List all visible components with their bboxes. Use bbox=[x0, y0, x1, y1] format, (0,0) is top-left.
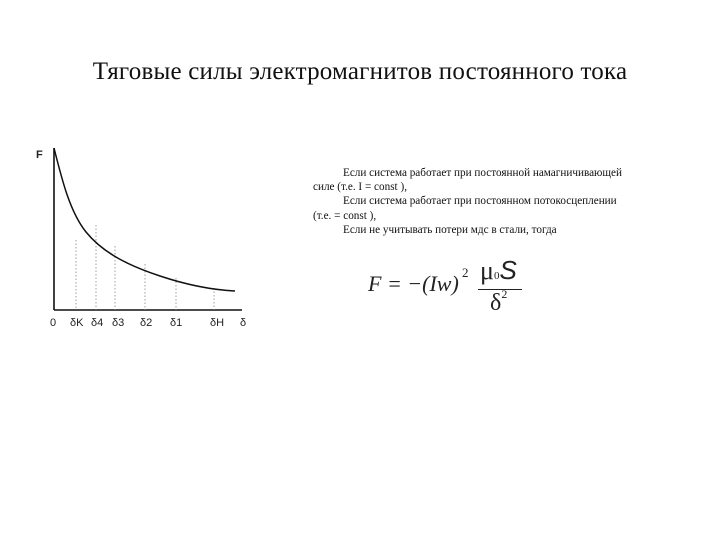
force-curve bbox=[54, 148, 235, 291]
numerator-symbol: μ bbox=[480, 256, 494, 285]
tick-label-k: δK bbox=[70, 317, 84, 329]
paragraph-constant-mmf: Если система работает при постоянной намагничивающей силе (т.е. I = const ), bbox=[313, 167, 622, 194]
formula-lhs: F = −(Iw) bbox=[368, 271, 459, 296]
paragraph-constant-flux: Если система работает при постоянном потокосцеплении (т.е. = const ), bbox=[313, 195, 617, 222]
tick-label-1: δ1 bbox=[170, 317, 183, 329]
tick-label-3: δ3 bbox=[112, 317, 125, 329]
paragraph-no-steel-losses: Если не учитывать потери мдс в стали, тогда bbox=[343, 223, 557, 236]
origin-label: 0 bbox=[50, 317, 57, 329]
denominator-exponent: 2 bbox=[501, 287, 508, 301]
slide-title: Тяговые силы электромагнитов постоянного тока bbox=[92, 58, 628, 85]
tick-label-4: δ4 bbox=[91, 317, 104, 329]
numerator-subscript: 0 bbox=[493, 270, 500, 282]
x-axis-label: δ bbox=[240, 317, 247, 329]
y-axis-label: F bbox=[36, 149, 43, 161]
denominator-symbol: δ bbox=[490, 290, 502, 316]
text-block bbox=[313, 166, 633, 237]
numerator-variable: S bbox=[499, 255, 517, 285]
formula-numerator bbox=[480, 255, 517, 286]
formula-exponent: 2 bbox=[462, 265, 469, 280]
force-formula bbox=[368, 255, 538, 317]
tick-label-h: δH bbox=[210, 317, 225, 329]
graph-svg bbox=[30, 140, 270, 340]
formula-denominator bbox=[490, 287, 507, 317]
tick-label-2: δ2 bbox=[140, 317, 153, 329]
force-gap-graph bbox=[30, 140, 270, 340]
